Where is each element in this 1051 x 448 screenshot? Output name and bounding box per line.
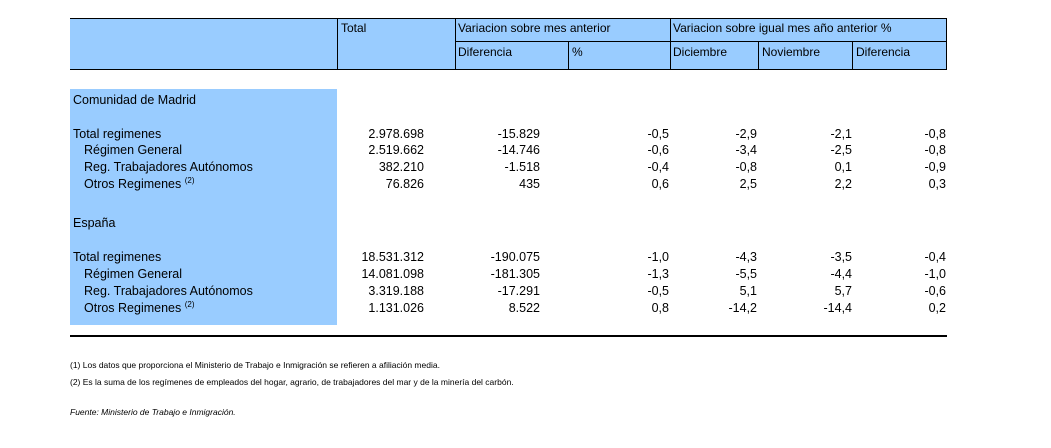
- section-title: Comunidad de Madrid: [73, 93, 196, 107]
- cell-diferencia-pct: 0,3: [928, 177, 946, 191]
- header-diferencia: Diferencia: [458, 45, 513, 59]
- cell-diciembre: 2,5: [739, 177, 757, 191]
- cell-diferencia: -15.829: [497, 127, 540, 141]
- row-label-text: Otros Regimenes: [84, 177, 182, 191]
- cell-diciembre: -14,2: [728, 301, 757, 315]
- cell-diferencia: -190.075: [490, 250, 540, 264]
- cell-total: 14.081.098: [361, 267, 424, 281]
- header-right-border: [946, 18, 947, 70]
- cell-diferencia-pct: -0,8: [924, 143, 946, 157]
- header-col-divider: [455, 18, 456, 70]
- cell-noviembre: 5,7: [834, 284, 852, 298]
- section-title: España: [73, 216, 116, 230]
- header-pct: %: [572, 45, 583, 59]
- header-diferencia-2: Diferencia: [856, 45, 911, 59]
- header-col-divider: [568, 41, 569, 70]
- cell-diferencia: -17.291: [497, 284, 540, 298]
- header-col-divider: [758, 41, 759, 70]
- header-diciembre: Diciembre: [673, 45, 728, 59]
- cell-noviembre: -3,5: [830, 250, 852, 264]
- cell-diciembre: -2,9: [735, 127, 757, 141]
- row-label: Régimen General: [84, 267, 182, 281]
- cell-diferencia: 435: [519, 177, 540, 191]
- cell-total: 2.978.698: [368, 127, 424, 141]
- cell-noviembre: -4,4: [830, 267, 852, 281]
- header-var-mes-anterior: Variacion sobre mes anterior: [458, 21, 611, 35]
- cell-noviembre: -2,5: [830, 143, 852, 157]
- cell-diferencia-pct: -0,4: [924, 250, 946, 264]
- cell-pct: 0,6: [651, 177, 669, 191]
- row-label: Reg. Trabajadores Autónomos: [84, 160, 253, 174]
- cell-total: 382.210: [378, 160, 424, 174]
- footnote-2: (2) Es la suma de los regímenes de empleados del hogar, agrario, de trabajadores del mar y de la minería del carbón.: [70, 377, 514, 387]
- cell-diferencia: -14.746: [497, 143, 540, 157]
- row-label: Régimen General: [84, 143, 182, 157]
- row-label-text: Otros Regimenes: [84, 301, 182, 315]
- cell-diferencia-pct: -0,8: [924, 127, 946, 141]
- header-mid-border: [455, 41, 947, 42]
- cell-noviembre: 2,2: [834, 177, 852, 191]
- cell-pct: -1,3: [647, 267, 669, 281]
- cell-pct: -0,6: [647, 143, 669, 157]
- cell-pct: -1,0: [647, 250, 669, 264]
- cell-diciembre: 5,1: [739, 284, 757, 298]
- cell-diferencia: -1.518: [504, 160, 540, 174]
- header-top-border: [70, 18, 947, 19]
- cell-diferencia-pct: -0,9: [924, 160, 946, 174]
- table-bottom-rule: [70, 335, 947, 337]
- header-col-divider: [670, 18, 671, 70]
- row-label: [84, 300, 195, 316]
- header-noviembre: Noviembre: [762, 45, 821, 59]
- cell-diciembre: -3,4: [735, 143, 757, 157]
- cell-diferencia-pct: -1,0: [924, 267, 946, 281]
- cell-pct: -0,4: [647, 160, 669, 174]
- cell-diciembre: -4,3: [735, 250, 757, 264]
- row-label: Reg. Trabajadores Autónomos: [84, 284, 253, 298]
- cell-pct: -0,5: [647, 127, 669, 141]
- cell-diferencia: 8.522: [508, 301, 540, 315]
- cell-total: 2.519.662: [368, 143, 424, 157]
- cell-diferencia: -181.305: [490, 267, 540, 281]
- header-col-divider: [337, 18, 338, 70]
- cell-total: 3.319.188: [368, 284, 424, 298]
- header-col-divider: [852, 41, 853, 70]
- cell-noviembre: -14,4: [823, 301, 852, 315]
- cell-total: 76.826: [385, 177, 424, 191]
- footnote-ref: (2): [184, 175, 195, 185]
- cell-pct: -0,5: [647, 284, 669, 298]
- footnote-1: (1) Los datos que proporciona el Ministerio de Trabajo e Inmigración se refieren a afiliación media.: [70, 360, 440, 370]
- row-label: [84, 176, 195, 192]
- cell-noviembre: 0,1: [834, 160, 852, 174]
- cell-diferencia-pct: 0,2: [928, 301, 946, 315]
- cell-total: 1.131.026: [368, 301, 424, 315]
- row-label: Total regimenes: [73, 127, 162, 141]
- row-label: Total regimenes: [73, 250, 162, 264]
- cell-diferencia-pct: -0,6: [924, 284, 946, 298]
- header-bottom-border: [70, 69, 947, 70]
- footnote-ref: (2): [184, 299, 195, 309]
- cell-pct: 0,8: [651, 301, 669, 315]
- header-var-igual-mes: Variacion sobre igual mes año anterior %: [673, 21, 892, 35]
- source-note: Fuente: Ministerio de Trabajo e Inmigración.: [70, 407, 236, 417]
- header-total: Total: [341, 21, 367, 35]
- cell-total: 18.531.312: [361, 250, 424, 264]
- cell-diciembre: -5,5: [735, 267, 757, 281]
- cell-diciembre: -0,8: [735, 160, 757, 174]
- cell-noviembre: -2,1: [830, 127, 852, 141]
